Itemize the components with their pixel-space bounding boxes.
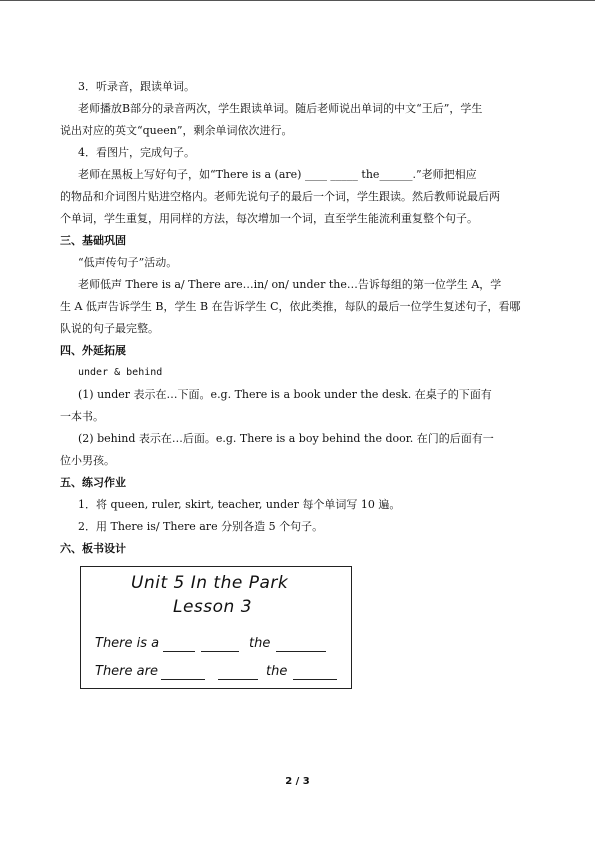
board-blank — [218, 679, 258, 680]
under-behind-label: under & behind — [78, 367, 163, 378]
section-heading-6: 六、板书设计 — [60, 542, 126, 555]
paragraph-line: “低声传句子”活动。 — [78, 256, 178, 269]
board-blank — [276, 651, 326, 652]
board-blank — [201, 651, 239, 652]
board-row1-start: There is a — [95, 636, 160, 651]
board-blank — [163, 651, 195, 652]
step-3-heading: 3．听录音，跟读单词。 — [78, 80, 195, 93]
board-blank — [293, 679, 337, 680]
page-number: 2 / 3 — [285, 776, 310, 787]
paragraph-line: 队说的句子最完整。 — [60, 322, 159, 335]
paragraph-line: 老师播放B部分的录音两次，学生跟读单词。随后老师说出单词的中文“王后”，学生 — [78, 102, 483, 115]
paragraph-line: 老师在黑板上写好句子，如“There is a (are) ____ _____ the______.”老师把相应 — [78, 168, 477, 181]
board-blank — [161, 679, 205, 680]
board-title: Unit 5 In the Park — [131, 573, 289, 593]
step-4-heading: 4．看图片，完成句子。 — [78, 146, 195, 159]
paragraph-line: 位小男孩。 — [60, 454, 115, 467]
paragraph-line: 老师低声 There is a/ There are…in/ on/ under the…告诉每组的第一位学生 A，学 — [78, 278, 502, 291]
section-heading-4: 四、外延拓展 — [60, 344, 126, 357]
paragraph-line: (1) under 表示在…下面。e.g. There is a book under the desk. 在桌子的下面有 — [78, 388, 492, 401]
section-heading-5: 五、练习作业 — [60, 476, 126, 489]
board-row2-start: There are — [95, 664, 158, 679]
paragraph-line: 一本书。 — [60, 410, 104, 423]
paragraph-line: 个单词，学生重复，用同样的方法，每次增加一个词，直至学生能流利重复整个句子。 — [60, 212, 478, 225]
section-heading-3: 三、基础巩固 — [60, 234, 126, 247]
board-subtitle: Lesson 3 — [173, 597, 253, 617]
paragraph-line: 生 A 低声告诉学生 B，学生 B 在告诉学生 C，依此类推，每队的最后一位学生复述句子，看哪 — [60, 300, 521, 313]
header-rule — [0, 0, 595, 1]
paragraph-line: 2．用 There is/ There are 分别各造 5 个句子。 — [78, 520, 324, 533]
blackboard-design — [80, 566, 352, 689]
board-row2-the: the — [266, 664, 288, 679]
paragraph-line: 1．将 queen, ruler, skirt, teacher, under 每个单词写 10 遍。 — [78, 498, 401, 511]
paragraph-line: 的物品和介词图片贴进空格内。老师先说句子的最后一个词，学生跟读。然后教师说最后两 — [60, 190, 500, 203]
paragraph-line: 说出对应的英文“queen”，剩余单词依次进行。 — [60, 124, 293, 137]
paragraph-line: (2) behind 表示在…后面。e.g. There is a boy behind the door. 在门的后面有一 — [78, 432, 494, 445]
board-row1-the: the — [249, 636, 271, 651]
